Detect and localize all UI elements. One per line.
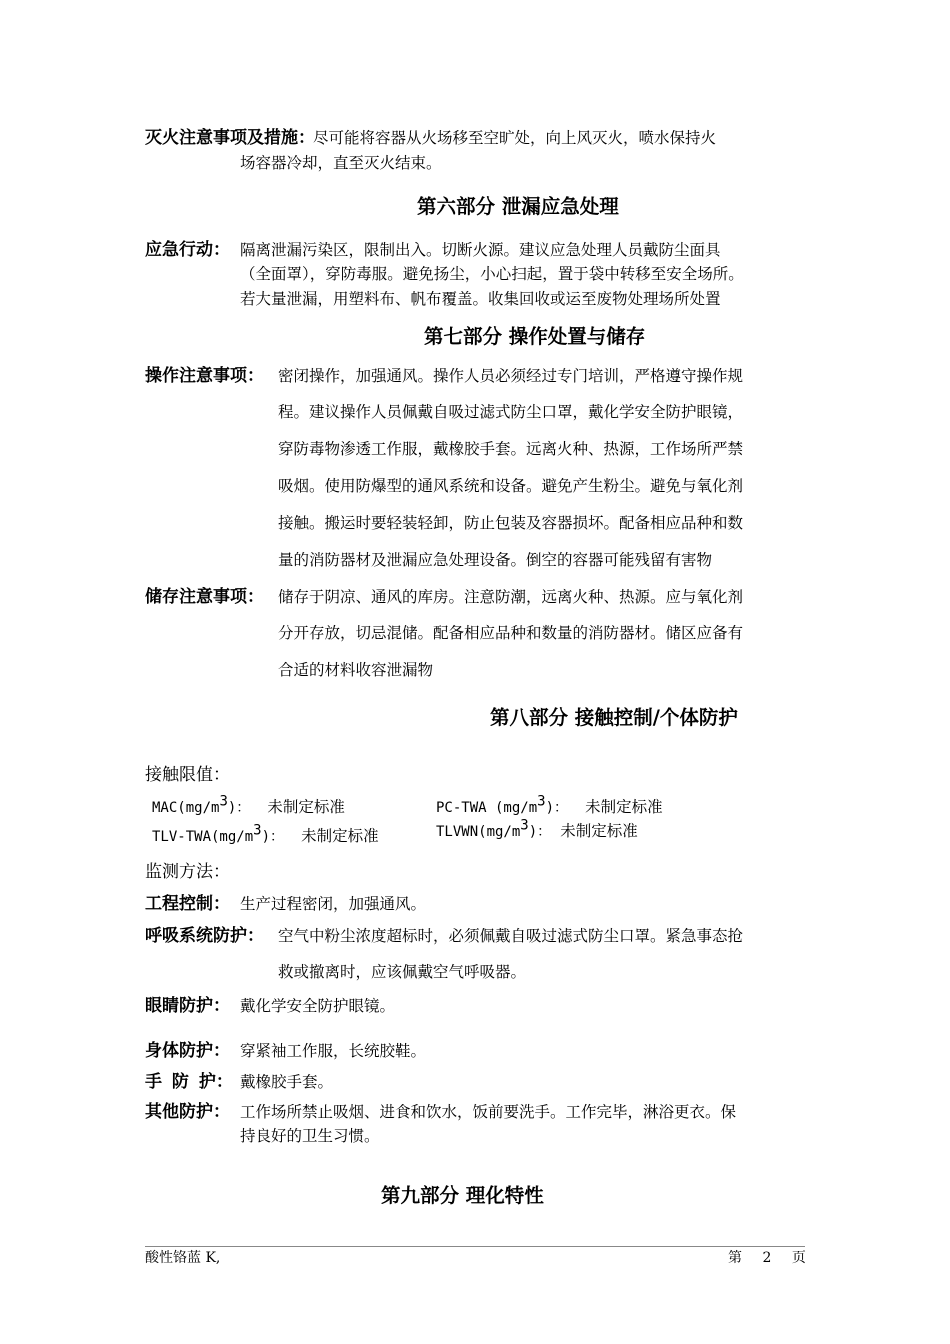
- emergency-line: （全面罩），穿防毒服。避免扬尘，小心扫起，置于袋中转移至安全场所。: [240, 265, 744, 283]
- mac-row: [152, 793, 345, 817]
- tlvwn-value: 未制定标准: [560, 822, 638, 840]
- pctwa-label: PC-TWA (mg/m: [436, 800, 538, 816]
- tlvwn-row: [436, 817, 638, 841]
- tlvwn-suffix: )：: [528, 824, 552, 840]
- other-label: 其他防护：: [145, 1102, 230, 1122]
- hand-label: 手 防 护：: [145, 1072, 233, 1092]
- footer-page-number: 2: [762, 1250, 772, 1266]
- tlvtwa-label: TLV-TWA(mg/m: [152, 829, 254, 845]
- engineering-text: 生产过程密闭，加强通风。: [240, 895, 427, 913]
- section9-title: 第九部分 理化特性: [381, 1184, 544, 1207]
- operation-line: 程。建议操作人员佩戴自吸过滤式防尘口罩，戴化学安全防护眼镜，: [278, 403, 744, 421]
- mac-sup: 3: [219, 793, 228, 810]
- emergency-line: 隔离泄漏污染区，限制出入。切断火源。建议应急处理人员戴防尘面具: [240, 241, 721, 259]
- operation-line: 密闭操作，加强通风。操作人员必须经过专门培训，严格遵守操作规: [278, 367, 744, 385]
- pctwa-value: 未制定标准: [585, 798, 663, 816]
- operation-line: 接触。搬运时要轻装轻卸，防止包装及容器损坏。配备相应品种和数: [278, 514, 744, 532]
- operation-line: 量的消防器材及泄漏应急处理设备。倒空的容器可能残留有害物: [278, 551, 713, 569]
- engineering-label: 工程控制：: [145, 894, 230, 914]
- tlvtwa-value: 未制定标准: [301, 827, 379, 845]
- respiratory-line: 救或撤离时，应该佩戴空气呼吸器。: [278, 963, 527, 981]
- footer-rule: [145, 1246, 805, 1247]
- eye-label: 眼睛防护：: [145, 996, 230, 1016]
- storage-label: 储存注意事项：: [145, 587, 264, 607]
- operation-line: 穿防毒物渗透工作服，戴橡胶手套。远离火种、热源，工作场所严禁: [278, 440, 744, 458]
- body-label: 身体防护：: [145, 1041, 230, 1061]
- tlvtwa-suffix: )：: [261, 829, 285, 845]
- respiratory-line: 空气中粉尘浓度超标时，必须佩戴自吸过滤式防尘口罩。紧急事态抢: [278, 927, 744, 945]
- hand-text: 戴橡胶手套。: [240, 1073, 334, 1091]
- other-line: 工作场所禁止吸烟、进食和饮水，饭前要洗手。工作完毕，淋浴更衣。保: [240, 1103, 737, 1121]
- tlvtwa-sup: 3: [253, 822, 262, 839]
- storage-line: 储存于阴凉、通风的库房。注意防潮，远离火种、热源。应与氧化剂: [278, 588, 744, 606]
- fire-text-line1: 尽可能将容器从火场移至空旷处，向上风灭火，喷水保持火: [313, 129, 717, 147]
- footer-page-prefix: 第: [728, 1250, 742, 1266]
- tlvwn-label: TLVWN(mg/m: [436, 824, 521, 840]
- emergency-line: 若大量泄漏，用塑料布、帆布覆盖。收集回收或运至废物处理场所处置: [240, 290, 721, 308]
- fire-label: 灭火注意事项及措施：: [145, 128, 315, 148]
- eye-text: 戴化学安全防护眼镜。: [240, 997, 396, 1015]
- storage-line: 合适的材料收容泄漏物: [278, 661, 434, 679]
- section7-title: 第七部分 操作处置与储存: [424, 325, 646, 348]
- pctwa-suffix: )：: [545, 800, 569, 816]
- section6-title: 第六部分 泄漏应急处理: [417, 195, 619, 218]
- footer-document-name: 酸性铬蓝 K,: [145, 1250, 221, 1266]
- pctwa-sup: 3: [537, 793, 546, 810]
- body-text: 穿紧袖工作服，长统胶鞋。: [240, 1042, 427, 1060]
- emergency-label: 应急行动：: [145, 240, 230, 260]
- mac-suffix: )：: [227, 800, 251, 816]
- mac-label: MAC(mg/m: [152, 800, 220, 816]
- pctwa-row: [436, 793, 663, 817]
- section8-title: 第八部分 接触控制/个体防护: [490, 706, 738, 729]
- fire-text-line2: 场容器冷却，直至灭火结束。: [240, 154, 442, 172]
- limits-label: 接触限值：: [145, 765, 230, 785]
- tlvtwa-row: [152, 822, 379, 846]
- operation-line: 吸烟。使用防爆型的通风系统和设备。避免产生粉尘。避免与氧化剂: [278, 477, 744, 495]
- monitor-label: 监测方法：: [145, 862, 230, 882]
- storage-line: 分开存放，切忌混储。配备相应品种和数量的消防器材。储区应备有: [278, 624, 744, 642]
- footer-page-suffix: 页: [791, 1250, 806, 1266]
- mac-value: 未制定标准: [267, 798, 345, 816]
- other-line: 持良好的卫生习惯。: [240, 1127, 380, 1145]
- footer-page-indicator: [728, 1250, 806, 1267]
- tlvwn-sup: 3: [520, 817, 529, 834]
- respiratory-label: 呼吸系统防护：: [145, 926, 264, 946]
- operation-label: 操作注意事项：: [145, 366, 264, 386]
